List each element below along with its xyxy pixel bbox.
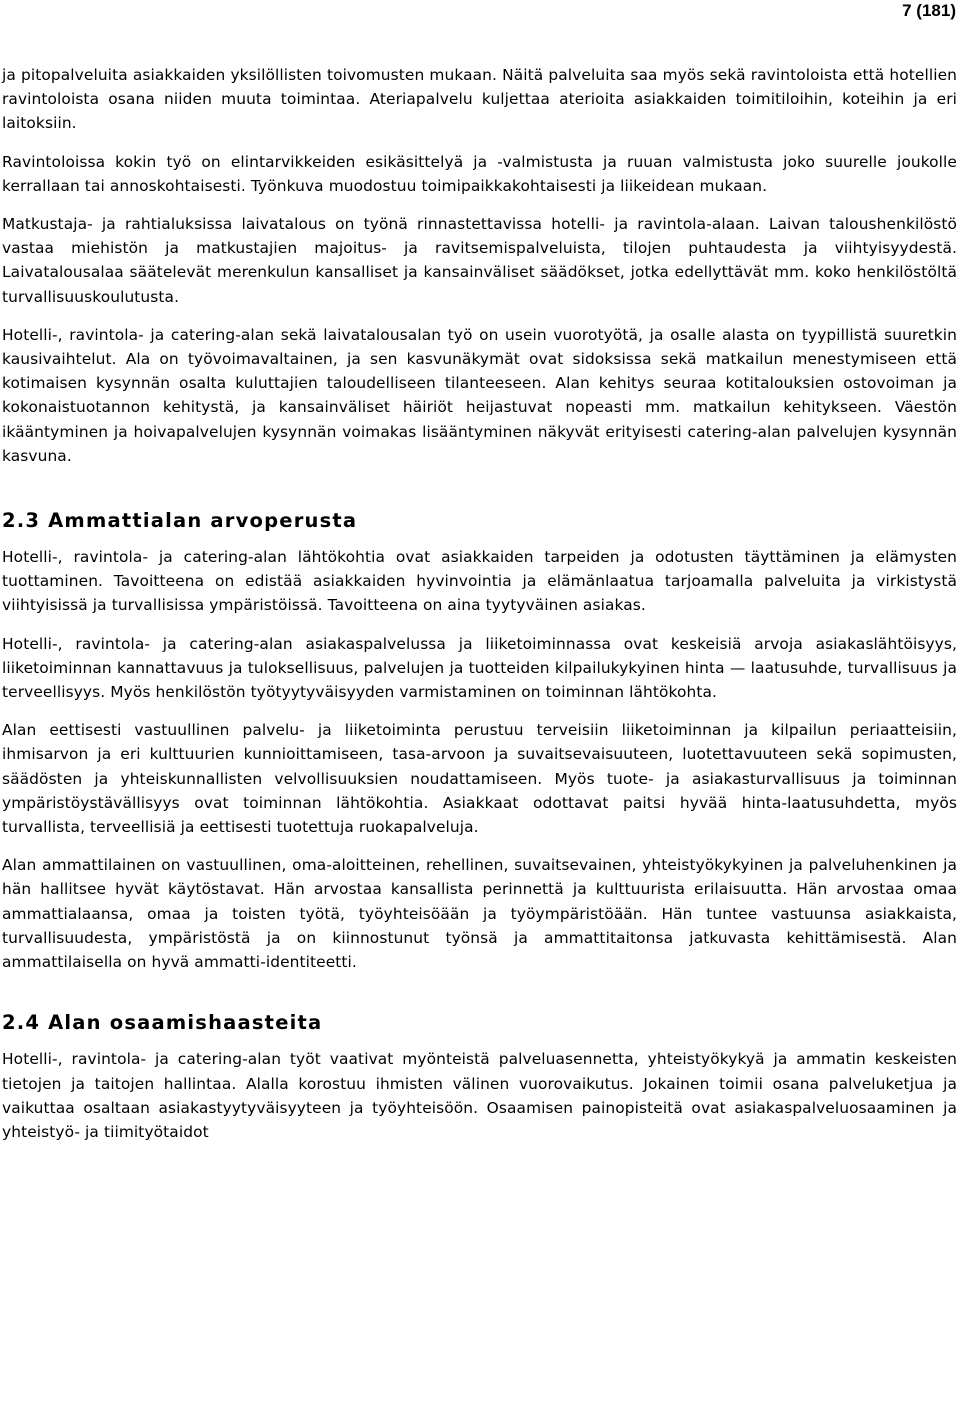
paragraph: Hotelli-, ravintola- ja catering-alan sekä laivatalousalan työ on usein vuorotyötä, ja osalle alasta on tyypillistä suuretkin kausivaihtelut. Ala on työvoimavaltainen, ja sen kasvunäkymät ovat sidoksissa sekä matkailun menestymiseen että kotimaisen kysynnän osalta kuluttajien taloudelliseen tilanteeseen. Alan kehitys seuraa kotitalouksien ostovoiman ja kokonaistuotannon kehitystä, ja kansainväliset häiriöt heijastuvat nopeasti mm. matkailun kehitykseen. Väestön ikääntyminen ja hoivapalvelujen kysynnän voimakas lisääntyminen näkyvät erityisesti catering-alan palvelujen kysynnän kasvuna.: [2, 325, 957, 465]
spacer: [2, 468, 957, 508]
section-heading: 2.4 Alan osaamishaasteita: [2, 1011, 323, 1035]
spacer: [2, 1036, 957, 1047]
paragraph: Alan eettisesti vastuullinen palvelu- ja liiketoiminta perustuu terveisiin liiketoiminnan ja kilpailun periaatteisiin, ihmisarvon ja eri kulttuurien kunnioittamiseen, tasa-arvoon ja suvaitsevaisuuteen, luotettavuuteen sekä sopimusten, säädösten ja yhteiskunnallisten velvollisuuksien noudattamiseen. Myös tuote- ja asiakasturvallisuus ja toiminnan ympäristöystävällisyys ovat toiminnan lähtökohtia. Asiakkaat odottavat paitsi hyvää hinta-laatusuhdetta, myös turvallista, terveellisiä ja eettisesti tuotettuja ruokapalveluja.: [2, 721, 957, 837]
paragraph: Hotelli-, ravintola- ja catering-alan asiakaspalvelussa ja liiketoiminnassa ovat keskeisiä arvoja asiakaslähtöisyys, liiketoiminnan kannattavuus ja tuloksellisuus, palvelujen ja tuotteiden kilpailukykyinen hinta — laatusuhde, turvallisuus ja terveellisyys. Myös henkilöstön työtyytyväisyyden varmistaminen on toiminnan lähtökohta.: [2, 634, 957, 702]
spacer: [2, 974, 957, 1010]
paragraph: Hotelli-, ravintola- ja catering-alan lähtökohtia ovat asiakkaiden tarpeiden ja odotusten täyttäminen ja elämysten tuottaminen. Tavoitteena on edistää asiakkaiden hyvinvointia ja elämänlaatua tarjoamalla palveluita ja virkistystä viihtyisissä ja turvallisissa ympäristöissä. Tavoitteena on aina tyytyväinen asiakas.: [2, 548, 957, 615]
page-number: 7 (181): [902, 1, 956, 20]
document-body: [2, 63, 957, 1144]
paragraph: ja pitopalveluita asiakkaiden yksilöllisten toivomusten mukaan. Näitä palveluita saa myös sekä ravintoloista että hotellien ravintoloista osana niiden muuta toimintaa. Ateriapalvelu kuljettaa aterioita asiakkaiden toimitiloihin, koteihin ja eri laitoksiin.: [2, 66, 957, 133]
paragraph: Alan ammattilainen on vastuullinen, oma-aloitteinen, rehellinen, suvaitsevainen, yhteistyökykyinen ja palveluhenkinen ja hän hallitsee hyvät käytöstavat. Hän arvostaa kansallista perinnettä ja kulttuurista erilaisuutta. Hän arvostaa omaa ammattialaansa, omaa ja toisten työtä, työyhteisöään ja työympäristöään. Hän tuntee vastuunsa asiakkaista, turvallisuudesta, ympäristöstä ja on kiinnostunut työnsä ja ammattitaitonsa jatkuvasta kehittämisestä. Alan ammattilaisella on hyvä ammatti-identiteetti.: [2, 856, 957, 972]
paragraph: Hotelli-, ravintola- ja catering-alan työt vaativat myönteistä palveluasennetta, yhteistyökykyä ja ammatin keskeisten tietojen ja taitojen hallintaa. Alalla korostuu ihmisten välinen vuorovaikutus. Jokainen toimii osana palveluketjua ja vaikuttaa osaltaan asiakastyytyväisyyteen ja työyhteisöön. Osaamisen painopisteitä ovat asiakaspalveluosaaminen ja yhteistyö- ja tiimityötaidot: [2, 1050, 957, 1141]
paragraph: Ravintoloissa kokin työ on elintarvikkeiden esikäsittelyä ja -valmistusta ja ruuan valmistusta joko suurelle joukolle kerrallaan tai annoskohtaisesti. Työnkuva muodostuu toimipaikkakohtaisesti ja liikeidean mukaan.: [2, 152, 957, 195]
paragraph: Matkustaja- ja rahtialuksissa laivatalous on työnä rinnastettavissa hotelli- ja ravintola-alaan. Laivan taloushenkilöstö vastaa miehistön ja matkustajien majoitus- ja ravitsemispalveluista, tilojen puhtaudesta ja viihtyisyydestä. Laivatalousalaa säätelevät merenkulun kansalliset ja kansainväliset säädökset, jotka edellyttävät mm. koko henkilöstöltä turvallisuuskoulutusta.: [2, 215, 957, 306]
section-heading: 2.3 Ammattialan arvoperusta: [2, 509, 358, 533]
spacer: [2, 534, 957, 545]
